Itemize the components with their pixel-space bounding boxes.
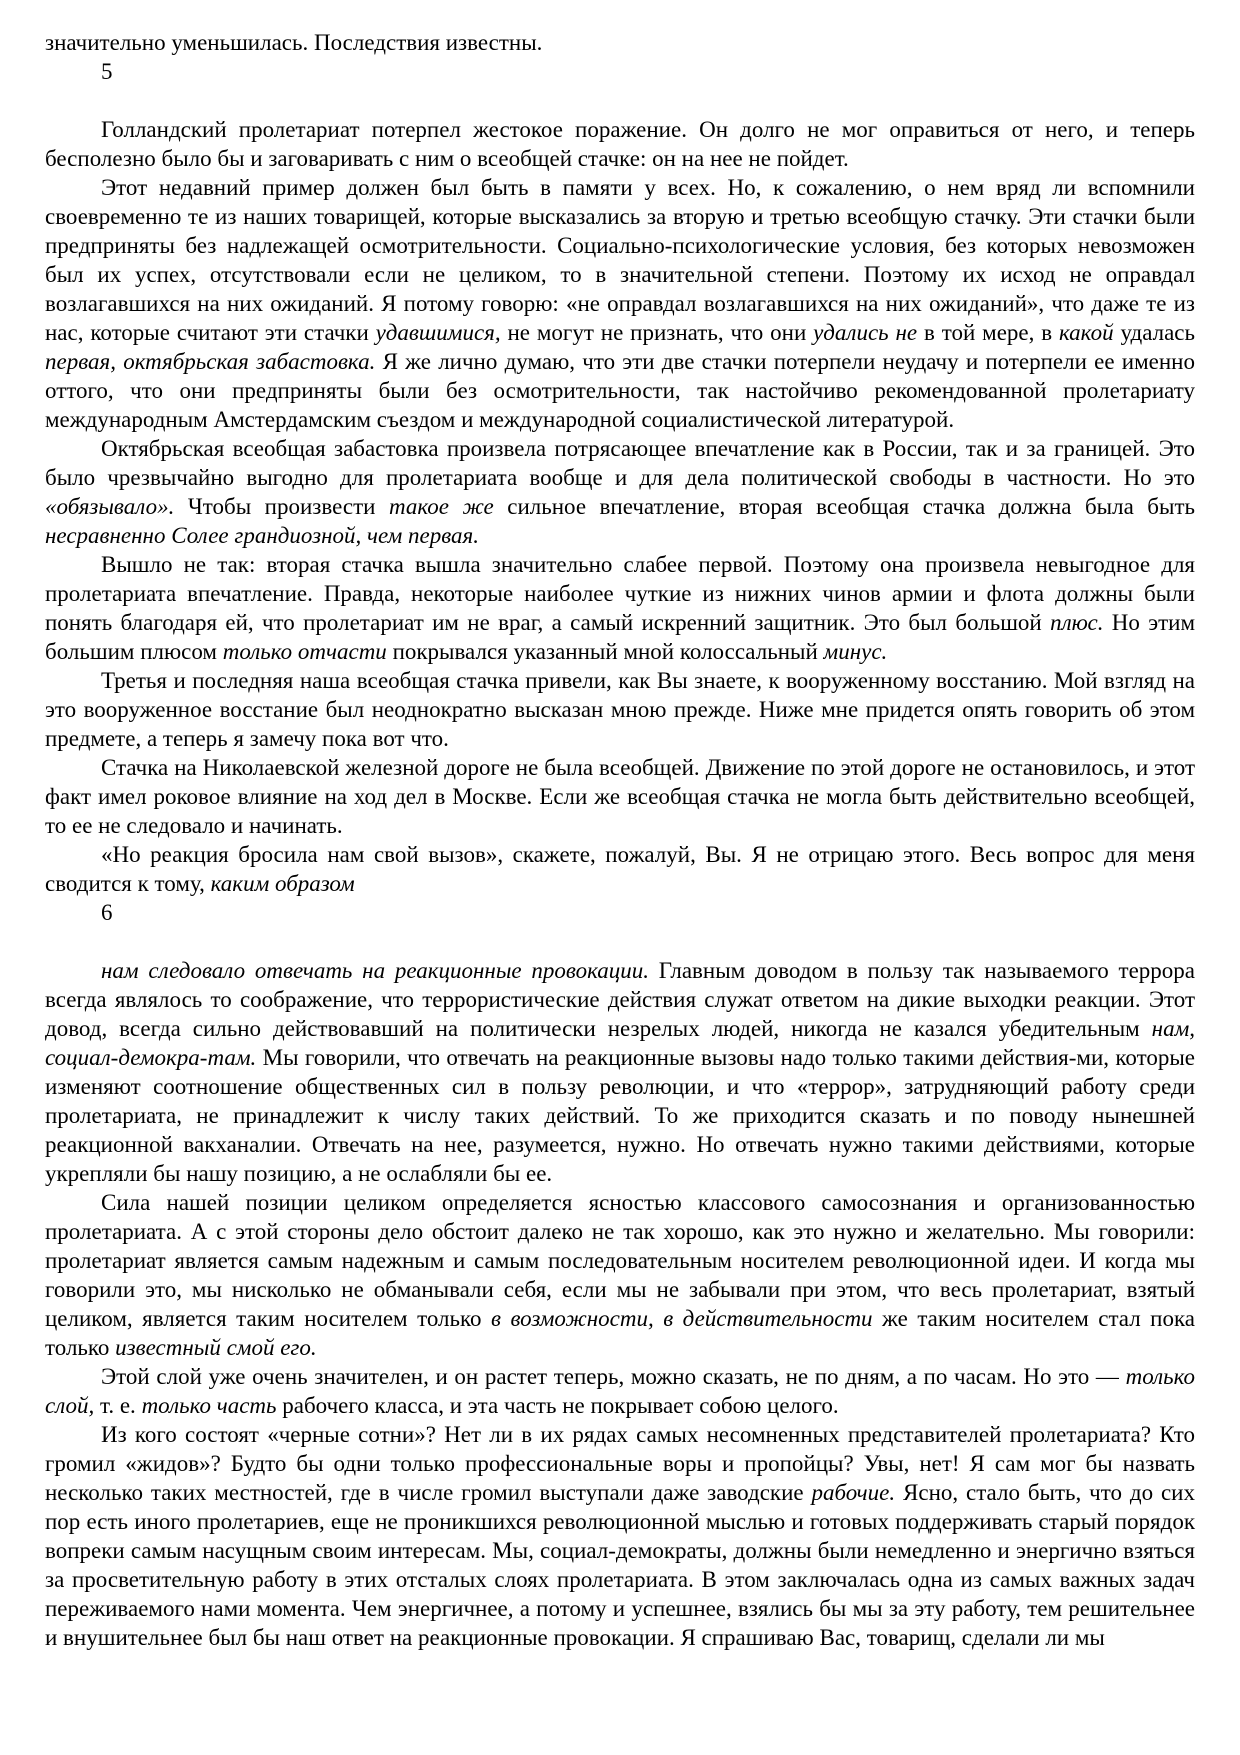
italic-text: только часть <box>141 1393 277 1418</box>
italic-text: первая, октябрьская забастовка. <box>45 349 376 374</box>
page-number: 5 <box>101 59 113 84</box>
italic-text: несравненно Солее грандиозной, чем первая. <box>45 523 480 548</box>
paragraph-text: Вышло не так: вторая стачка вышла значительно слабее первой. Поэтому она произвела невыгодное для пролетариата впечатление. Правда, некоторые наиболее чуткие из нижних чинов армии и флота должны были понять благодаря ей, что пролетариат им не враг, а самый искренний защитник. Это был большой <box>45 552 1195 635</box>
paragraph-text: в той мере, в <box>917 320 1059 345</box>
italic-text: только слой, <box>45 1364 1195 1418</box>
paragraph <box>45 666 1195 753</box>
paragraph <box>45 753 1195 840</box>
paragraph-text: же таким носителем стал пока только <box>45 1306 1196 1360</box>
paragraph <box>45 956 1195 1188</box>
paragraph <box>45 550 1195 666</box>
paragraph-text: Этой слой уже очень значителен, и он растет теперь, можно сказать, не по дням, а по часам. Но это — <box>101 1364 1126 1389</box>
italic-text: нам, социал-демокра-там. <box>45 1016 1195 1070</box>
paragraph <box>45 1420 1195 1652</box>
italic-text: такое же <box>388 494 494 519</box>
italic-text: только отчасти <box>222 639 387 664</box>
paragraph <box>45 434 1195 550</box>
paragraph-text: Я же лично думаю, что эти две стачки потерпели неудачу и потерпели ее именно оттого, что они предприняты были без осмотрительности, так настойчиво рекомендованной пролетариату международным Амстердамским съездом и международной социалистической литературой. <box>45 349 1195 432</box>
paragraph-text: Голландский пролетариат потерпел жестокое поражение. Он долго не мог оправиться от него, и теперь бесполезно было бы и заговаривать с ним о всеобщей стачке: он на нее не пойдет. <box>45 117 1195 171</box>
italic-text: минус. <box>823 639 888 664</box>
paragraph-text: Сила нашей позиции целиком определяется ясностью классового самосознания и организованностью пролетариата. А с этой стороны дело обстоит далеко не так хорошо, как это нужно и желательно. Мы говорили: пролетариат является самым надежным и самым последовательным носителем революционной идеи. И когда мы говорили это, мы нисколько не обманывали себя, если мы не забывали при этом, что весь пролетариат, взятый целиком, является таким носителем только <box>45 1190 1195 1331</box>
paragraph <box>45 173 1195 434</box>
paragraph-text: Но этим большим плюсом <box>45 610 1196 664</box>
italic-text: каким образом <box>210 871 355 896</box>
paragraph-text: Третья и последняя наша всеобщая стачка привели, как Вы знаете, к вооруженному восстанию. Мой взгляд на это вооруженное восстание был неоднократно высказан мною прежде. Ниже мне придется опять говорить об этом предмете, а теперь я замечу пока вот что. <box>45 668 1195 751</box>
paragraph-text: значительно уменьшилась. Последствия известны. <box>45 30 543 55</box>
paragraph-text: покрывался указанный мной колоссальный <box>386 639 824 664</box>
paragraph-text: «Но реакция бросила нам свой вызов», скажете, пожалуй, Вы. Я не отрицаю этого. Весь вопрос для меня сводится к тому, <box>45 842 1195 896</box>
paragraph-text: т. е. <box>94 1393 142 1418</box>
page-number: 6 <box>101 900 113 925</box>
paragraph-text: Мы говорили, что отвечать на реакционные вызовы надо только такими действия-ми, которые изменяют соотношение общественных сил в пользу революции, и что «террор», затрудняющий работу среди пролетариата, не принадлежит к числу таких действий. То же приходится сказать и по поводу нынешней реакционной вакханалии. Отвечать на нее, разумеется, нужно. Но отвечать нужно такими действиями, которые укрепляли бы нашу позицию, а не ослабляли бы ее. <box>45 1045 1195 1186</box>
italic-text: нам следовало отвечать на реакционные провокации. <box>101 958 650 983</box>
italic-text: рабочие. <box>811 1480 896 1505</box>
paragraph-text: Главным доводом в пользу так называемого террора всегда являлось то соображение, что террористические действия служат ответом на дикие выходки реакции. Этот довод, всегда сильно действовавший на политически незрелых людей, никогда не казался убедительным <box>45 958 1195 1041</box>
paragraph-text: Этот недавний пример должен был быть в памяти у всех. Но, к сожалению, о нем вряд ли вспомнили своевременно те из наших товарищей, которые высказались за вторую и третью всеобщую стачку. Эти стачки были предприняты без надлежащей осмотрительности. Социально-психологические условия, без которых невозможен был их успех, отсутствовали если не целиком, то в значительной степени. Поэтому их исход не оправдал возлагавшихся на них ожиданий. Я потому говорю: «не оправдал возлагавшихся на них ожиданий», что даже те из нас, которые считают эти стачки <box>45 175 1195 345</box>
paragraph <box>45 1188 1195 1362</box>
italic-text: удались не <box>813 320 918 345</box>
paragraph-text: сильное впечатление, вторая всеобщая стачка должна была быть <box>493 494 1195 519</box>
paragraph-text: не могут не признать, что они <box>500 320 814 345</box>
paragraph-text: Стачка на Николаевской железной дороге не была всеобщей. Движение по этой дороге не остановилось, и этот факт имел роковое влияние на ход дел в Москве. Если же всеобщая стачка не могла быть действительно всеобщей, то ее не следовало и начинать. <box>45 755 1195 838</box>
paragraph-text: удалась <box>1113 320 1195 345</box>
document-page <box>45 28 1195 1652</box>
italic-text: «обязывало». <box>45 494 175 519</box>
paragraph-text: Чтобы произвести <box>174 494 389 519</box>
paragraph-text: Из кого состоят «черные сотни»? Нет ли в их рядах самых несомненных представителей пролетариата? Кто громил «жидов»? Будто бы одни только профессиональные воры и пропойцы? Увы, нет! Я сам мог бы назвать несколько таких местностей, где в числе громил выступали даже заводские <box>45 1422 1195 1505</box>
paragraph-text: Октябрьская всеобщая забастовка произвела потрясающее впечатление как в России, так и за границей. Это было чрезвычайно выгодно для пролетариата вообще и для дела политической свободы в частности. Но это <box>45 436 1195 490</box>
italic-text: удавшимися, <box>375 320 501 345</box>
italic-text: какой <box>1059 320 1114 345</box>
paragraph-text: Ясно, стало быть, что до сих пор есть иного пролетариев, еще не проникшихся революционной мыслью и готовых поддерживать старый порядок вопреки самым насущным своим интересам. Мы, социал-демократы, должны были немедленно и энергично взяться за просветительную работу в этих отсталых слоях пролетариата. В этом заключалась одна из самых важных задач переживаемого нами момента. Чем энергичнее, а потому и успешнее, взялись бы мы за эту работу, тем решительнее и внушительнее был бы наш ответ на реакционные провокации. Я спрашиваю Вас, товарищ, сделали ли мы <box>45 1480 1195 1650</box>
paragraph <box>45 840 1195 898</box>
paragraph <box>45 28 1195 57</box>
paragraph-text: рабочего класса, и эта часть не покрывает собою целого. <box>276 1393 839 1418</box>
paragraph <box>45 1362 1195 1420</box>
italic-text: известный смой его. <box>115 1335 317 1360</box>
italic-text: в возможности, в действительности <box>491 1306 873 1331</box>
italic-text: плюс. <box>1050 610 1104 635</box>
paragraph <box>45 115 1195 173</box>
